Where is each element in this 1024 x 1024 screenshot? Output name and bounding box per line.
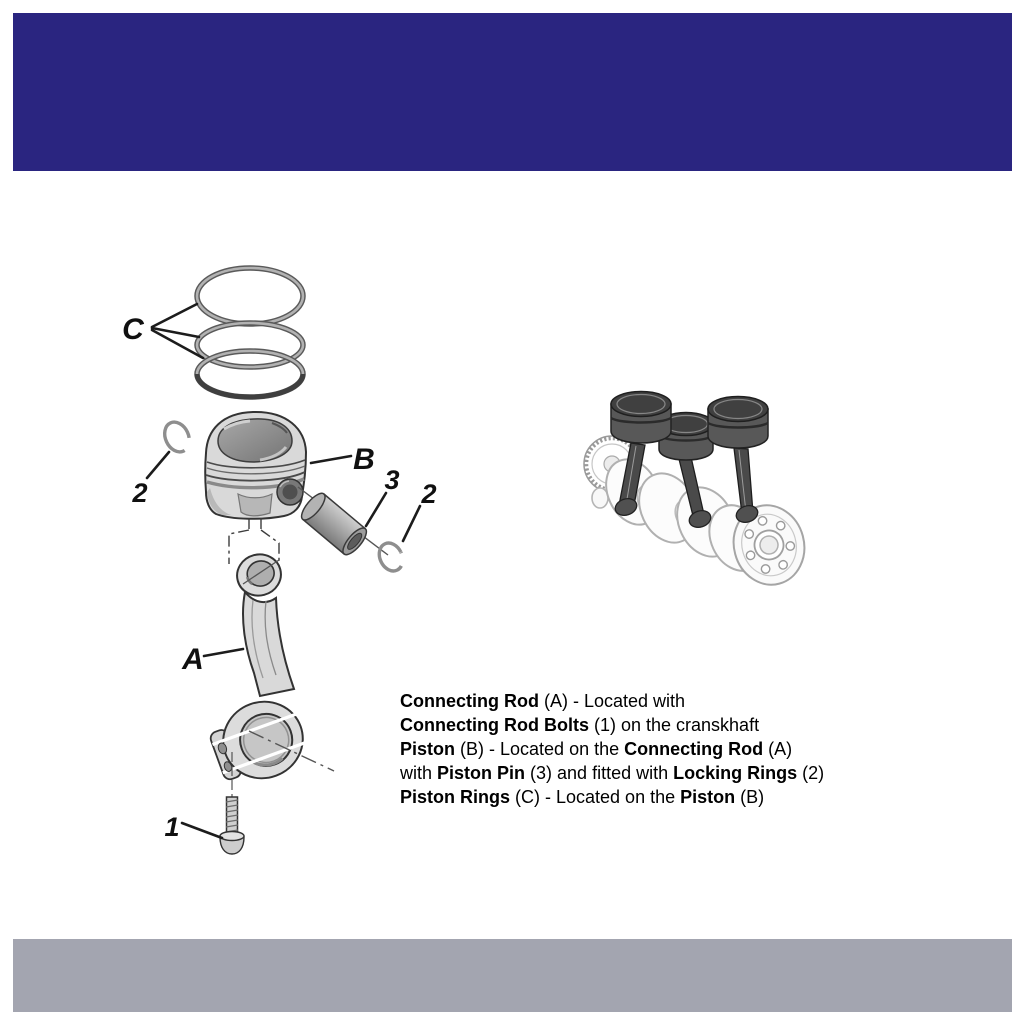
label-2-left: 2 bbox=[132, 478, 148, 508]
label-a: A bbox=[182, 643, 204, 676]
caption-segment: (C) - Located on the bbox=[510, 787, 681, 807]
locking-ring-right-drawing bbox=[375, 539, 407, 575]
caption-segment: (B) - Located on the bbox=[455, 739, 625, 759]
caption-line bbox=[400, 761, 824, 785]
caption-line bbox=[400, 713, 824, 737]
label-c: C bbox=[122, 313, 144, 346]
label-a-leader bbox=[204, 649, 243, 656]
crankshaft-assembly-drawing bbox=[584, 392, 813, 593]
label-2-left-leader bbox=[147, 452, 169, 478]
caption-segment: Connecting Rod bbox=[400, 691, 539, 711]
caption-segment: (3) and fitted with bbox=[525, 763, 674, 783]
piston-rings-drawing bbox=[197, 268, 303, 397]
label-1: 1 bbox=[164, 812, 180, 842]
label-2-right: 2 bbox=[421, 479, 437, 509]
caption-segment: Connecting Rod bbox=[624, 739, 764, 759]
caption-segment: (A) bbox=[763, 739, 793, 759]
caption-line bbox=[400, 785, 824, 809]
caption-line bbox=[400, 737, 824, 761]
caption-segment: (1) on the cranskhaft bbox=[588, 715, 760, 735]
piston-pin-drawing bbox=[298, 490, 371, 558]
caption-segment: (B) bbox=[735, 787, 765, 807]
caption-segment: (A) - Located with bbox=[538, 691, 686, 711]
caption-line bbox=[400, 689, 824, 713]
caption-segment: Piston bbox=[680, 787, 736, 807]
caption-segment: Piston bbox=[400, 739, 456, 759]
caption-segment: with bbox=[400, 763, 438, 783]
label-3: 3 bbox=[384, 465, 400, 495]
caption-segment: Locking Rings bbox=[673, 763, 798, 783]
caption-segment: (2) bbox=[797, 763, 825, 783]
label-3-leader bbox=[366, 493, 386, 526]
caption-segment: Piston Rings bbox=[400, 787, 511, 807]
label-b: B bbox=[353, 443, 375, 476]
label-2-right-leader bbox=[403, 506, 420, 541]
piston-drawing bbox=[205, 412, 306, 519]
caption-block bbox=[400, 689, 824, 809]
locking-ring-left-drawing bbox=[160, 418, 194, 456]
label-b-leader bbox=[311, 456, 351, 463]
connecting-rod-drawing bbox=[204, 550, 334, 793]
caption-segment: Connecting Rod Bolts bbox=[400, 715, 589, 735]
caption-segment: Piston Pin bbox=[437, 763, 526, 783]
label-1-leader bbox=[182, 823, 222, 838]
